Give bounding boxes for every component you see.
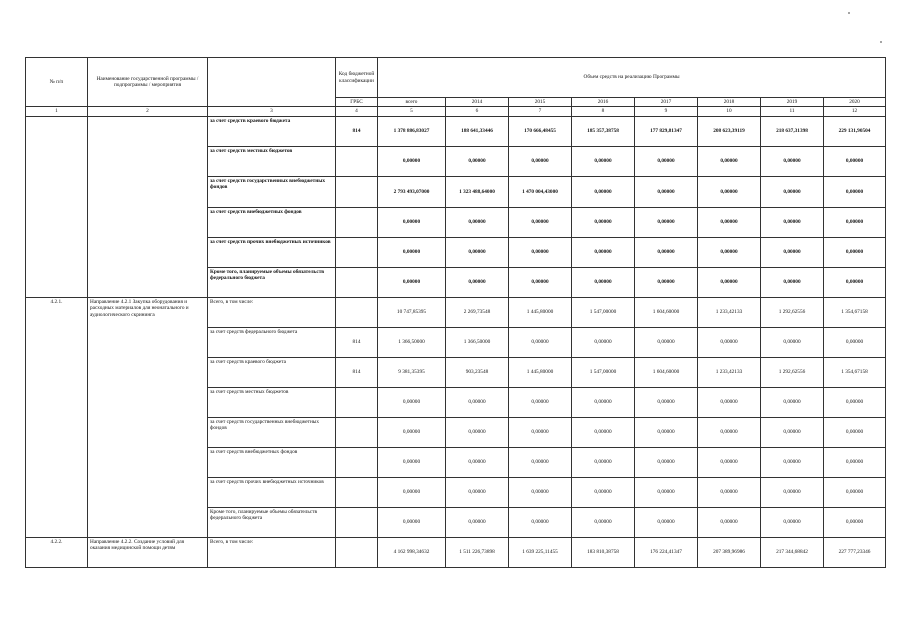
value-2016: 0,00000	[572, 176, 635, 207]
grbs-code	[336, 237, 378, 267]
value-2018: 1 233,42133	[698, 357, 761, 387]
value-2017: 1 604,60000	[635, 297, 698, 327]
grbs-code	[336, 417, 378, 447]
value-2015: 0,00000	[509, 507, 572, 537]
grbs-code	[336, 176, 378, 207]
value-2014: 188 641,33446	[446, 116, 509, 146]
funding-source-label: за счет средств краевого бюджета	[208, 357, 336, 387]
grbs-code: 814	[336, 357, 378, 387]
value-2015: 0,00000	[509, 387, 572, 417]
col-number: 12	[824, 107, 886, 116]
value-2014: 0,00000	[446, 207, 509, 237]
value-2016: 0,00000	[572, 417, 635, 447]
value-2016: 183 810,38758	[572, 537, 635, 567]
value-2015: 1 639 225,11455	[509, 537, 572, 567]
value-2018: 0,00000	[698, 267, 761, 297]
value-2015: 0,00000	[509, 327, 572, 357]
value-2019: 0,00000	[761, 327, 824, 357]
value-2015: 1 445,80000	[509, 357, 572, 387]
value-2020: 229 131,90504	[824, 116, 886, 146]
header-year: 2020	[824, 98, 886, 107]
value-2017: 0,00000	[635, 207, 698, 237]
funding-table	[25, 57, 886, 568]
value-2014: 0,00000	[446, 477, 509, 507]
col-number: 3	[208, 107, 336, 116]
value-2020: 1 354,67158	[824, 357, 886, 387]
value-2014: 1 366,50000	[446, 327, 509, 357]
header-total: всего	[378, 98, 446, 107]
grbs-code: 814	[336, 327, 378, 357]
value-2020: 0,00000	[824, 417, 886, 447]
col-number: 8	[572, 107, 635, 116]
row-number: 4.2.1.	[26, 297, 88, 537]
value-2017: 0,00000	[635, 237, 698, 267]
value-2019: 217 344,68842	[761, 537, 824, 567]
value-2020: 0,00000	[824, 176, 886, 207]
col-number: 10	[698, 107, 761, 116]
value-2018: 1 233,42133	[698, 297, 761, 327]
value-2018: 0,00000	[698, 417, 761, 447]
value-2020: 1 354,67158	[824, 297, 886, 327]
value-total: 1 366,50000	[378, 327, 446, 357]
value-2016: 0,00000	[572, 267, 635, 297]
value-2019: 0,00000	[761, 447, 824, 477]
scan-speck	[848, 12, 850, 14]
value-2014: 2 269,73548	[446, 297, 509, 327]
col-number: 7	[509, 107, 572, 116]
value-2015: 0,00000	[509, 146, 572, 176]
value-2016: 1 547,00000	[572, 357, 635, 387]
value-2015: 0,00000	[509, 417, 572, 447]
header-code: Код бюджетной классификации	[336, 58, 378, 98]
funding-source-label: Кроме того, планируемые объемы обязательств федерального бюджета	[208, 507, 336, 537]
grbs-code: 814	[336, 116, 378, 146]
value-2020: 0,00000	[824, 237, 886, 267]
header-year: 2019	[761, 98, 824, 107]
value-2014: 0,00000	[446, 447, 509, 477]
scan-speck	[880, 41, 882, 43]
value-2017: 0,00000	[635, 176, 698, 207]
value-2020: 0,00000	[824, 477, 886, 507]
funding-source-label: за счет средств местных бюджетов	[208, 146, 336, 176]
value-total: 9 381,35395	[378, 357, 446, 387]
funding-source-label: за счет средств прочих внебюджетных источников	[208, 477, 336, 507]
row-name: Направление 4.2.2. Создание условий для оказания медицинской помощи детям	[88, 537, 208, 567]
value-2014: 1 511 226,73898	[446, 537, 509, 567]
col-number: 1	[26, 107, 88, 116]
value-2017: 0,00000	[635, 507, 698, 537]
value-2014: 0,00000	[446, 146, 509, 176]
funding-source-label: за счет средств внебюджетных фондов	[208, 207, 336, 237]
funding-source-label: за счет средств местных бюджетов	[208, 387, 336, 417]
value-2019: 1 292,62556	[761, 357, 824, 387]
value-2016: 0,00000	[572, 507, 635, 537]
value-2014: 0,00000	[446, 387, 509, 417]
grbs-code	[336, 537, 378, 567]
value-2016: 0,00000	[572, 387, 635, 417]
value-2014: 0,00000	[446, 237, 509, 267]
value-2016: 0,00000	[572, 237, 635, 267]
value-2020: 0,00000	[824, 267, 886, 297]
value-2015: 0,00000	[509, 477, 572, 507]
value-2017: 0,00000	[635, 327, 698, 357]
value-2018: 208 623,39119	[698, 116, 761, 146]
value-2020: 227 777,23346	[824, 537, 886, 567]
value-2017: 0,00000	[635, 447, 698, 477]
value-total: 0,00000	[378, 417, 446, 447]
value-2016: 0,00000	[572, 447, 635, 477]
row-number	[26, 116, 88, 297]
col-number: 9	[635, 107, 698, 116]
grbs-code	[336, 297, 378, 327]
value-2017: 177 829,81347	[635, 116, 698, 146]
value-total: 0,00000	[378, 146, 446, 176]
value-2016: 0,00000	[572, 207, 635, 237]
value-2018: 0,00000	[698, 387, 761, 417]
value-2017: 0,00000	[635, 146, 698, 176]
document-page	[25, 57, 885, 568]
value-total: 1 378 886,83027	[378, 116, 446, 146]
funding-source-label: за счет средств внебюджетных фондов	[208, 447, 336, 477]
funding-source-label: за счет средств краевого бюджета	[208, 116, 336, 146]
value-2017: 0,00000	[635, 417, 698, 447]
value-2019: 218 637,31398	[761, 116, 824, 146]
value-2019: 0,00000	[761, 417, 824, 447]
value-2018: 0,00000	[698, 207, 761, 237]
value-2019: 0,00000	[761, 207, 824, 237]
value-total: 0,00000	[378, 447, 446, 477]
grbs-code	[336, 447, 378, 477]
col-number: 4	[336, 107, 378, 116]
header-name: Наименование государственной программы / подпрограммы / мероприятия	[88, 58, 208, 107]
value-2017: 1 604,60000	[635, 357, 698, 387]
header-no: № п/п	[26, 58, 88, 107]
value-2018: 0,00000	[698, 447, 761, 477]
value-2018: 207 389,96986	[698, 537, 761, 567]
header-year: 2014	[446, 98, 509, 107]
grbs-code	[336, 267, 378, 297]
value-2018: 0,00000	[698, 477, 761, 507]
value-2015: 170 666,48455	[509, 116, 572, 146]
value-2018: 0,00000	[698, 237, 761, 267]
value-2014: 0,00000	[446, 507, 509, 537]
row-name	[88, 116, 208, 297]
table-row	[26, 116, 886, 146]
row-number: 4.2.2.	[26, 537, 88, 567]
value-total: 0,00000	[378, 507, 446, 537]
table-row	[26, 297, 886, 327]
value-total: 2 793 493,07000	[378, 176, 446, 207]
grbs-code	[336, 507, 378, 537]
value-total: 0,00000	[378, 267, 446, 297]
header-year: 2018	[698, 98, 761, 107]
value-2019: 0,00000	[761, 237, 824, 267]
grbs-code	[336, 146, 378, 176]
value-total: 0,00000	[378, 387, 446, 417]
value-2020: 0,00000	[824, 146, 886, 176]
funding-source-label: Всего, в том числе:	[208, 297, 336, 327]
header-year: 2015	[509, 98, 572, 107]
value-2015: 0,00000	[509, 207, 572, 237]
value-2014: 0,00000	[446, 417, 509, 447]
funding-source-label: за счет средств федерального бюджета	[208, 327, 336, 357]
value-2016: 1 547,00000	[572, 297, 635, 327]
funding-source-label: за счет средств государственных внебюджетных фондов	[208, 417, 336, 447]
col-number: 5	[378, 107, 446, 116]
value-total: 0,00000	[378, 477, 446, 507]
value-2019: 0,00000	[761, 477, 824, 507]
header-grbs: ГРБС	[336, 98, 378, 107]
value-2016: 0,00000	[572, 477, 635, 507]
header-funding: Объем средств на реализацию Программы	[378, 58, 886, 98]
value-2015: 1 445,80000	[509, 297, 572, 327]
grbs-code	[336, 207, 378, 237]
header-row	[26, 58, 886, 98]
value-2020: 0,00000	[824, 387, 886, 417]
value-2017: 0,00000	[635, 477, 698, 507]
value-2019: 0,00000	[761, 176, 824, 207]
value-2015: 1 470 004,43000	[509, 176, 572, 207]
col-number: 2	[88, 107, 208, 116]
value-2014: 903,23548	[446, 357, 509, 387]
value-2018: 0,00000	[698, 507, 761, 537]
value-2019: 1 292,62556	[761, 297, 824, 327]
header-year: 2017	[635, 98, 698, 107]
value-2020: 0,00000	[824, 507, 886, 537]
value-2018: 0,00000	[698, 176, 761, 207]
value-2019: 0,00000	[761, 267, 824, 297]
grbs-code	[336, 477, 378, 507]
value-2020: 0,00000	[824, 327, 886, 357]
value-2019: 0,00000	[761, 387, 824, 417]
header-year: 2016	[572, 98, 635, 107]
value-2018: 0,00000	[698, 327, 761, 357]
value-2020: 0,00000	[824, 447, 886, 477]
funding-source-label: Всего, в том числе:	[208, 537, 336, 567]
value-2016: 0,00000	[572, 146, 635, 176]
value-2015: 0,00000	[509, 447, 572, 477]
col-number: 11	[761, 107, 824, 116]
value-2017: 176 224,41347	[635, 537, 698, 567]
value-total: 10 747,85395	[378, 297, 446, 327]
value-2016: 185 357,38758	[572, 116, 635, 146]
header-source	[208, 58, 336, 107]
value-2014: 1 323 488,64000	[446, 176, 509, 207]
row-name: Направление 4.2.1 Закупка оборудования и расходных материалов для неонатального и аудиологического скрининга	[88, 297, 208, 537]
column-numbers-row	[26, 107, 886, 116]
value-2017: 0,00000	[635, 267, 698, 297]
funding-source-label: за счет средств прочих внебюджетных источников	[208, 237, 336, 267]
funding-source-label: Кроме того, планируемые объемы обязательств федерального бюджета	[208, 267, 336, 297]
value-2014: 0,00000	[446, 267, 509, 297]
value-2015: 0,00000	[509, 267, 572, 297]
value-2017: 0,00000	[635, 387, 698, 417]
table-row	[26, 537, 886, 567]
value-2015: 0,00000	[509, 237, 572, 267]
col-number: 6	[446, 107, 509, 116]
funding-source-label: за счет средств государственных внебюджетных фондов	[208, 176, 336, 207]
value-total: 4 162 998,34632	[378, 537, 446, 567]
value-2016: 0,00000	[572, 327, 635, 357]
value-2018: 0,00000	[698, 146, 761, 176]
value-2019: 0,00000	[761, 507, 824, 537]
value-2019: 0,00000	[761, 146, 824, 176]
value-total: 0,00000	[378, 207, 446, 237]
value-2020: 0,00000	[824, 207, 886, 237]
grbs-code	[336, 387, 378, 417]
value-total: 0,00000	[378, 237, 446, 267]
